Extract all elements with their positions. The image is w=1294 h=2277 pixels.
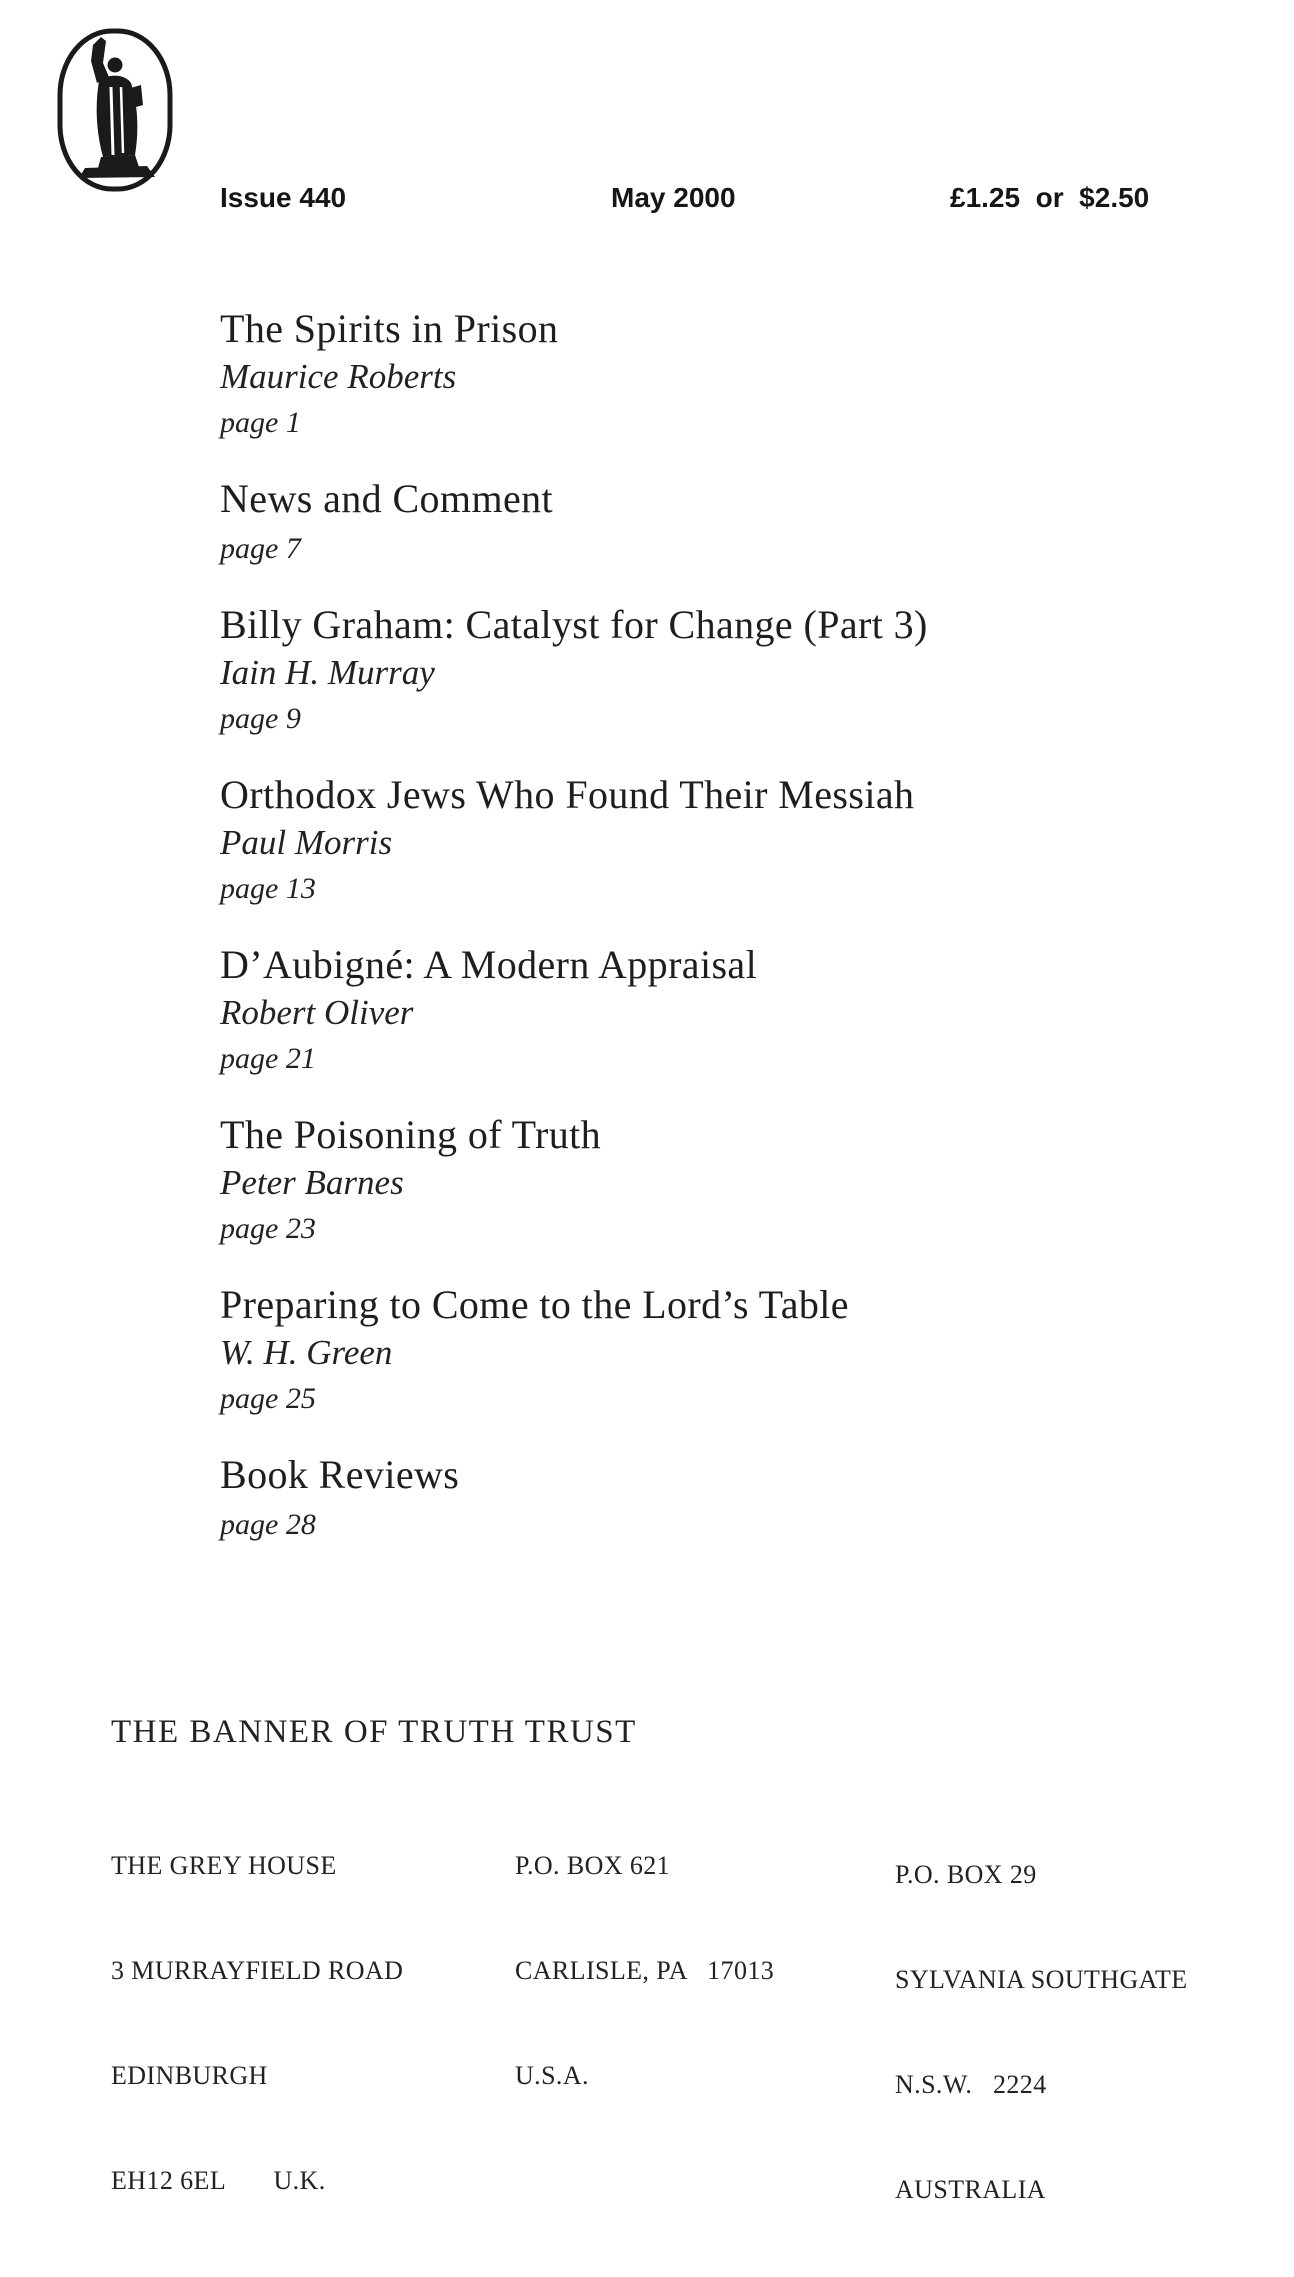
article-author: Maurice Roberts [220,357,457,396]
article-page: page 25 [220,1382,316,1415]
banner-of-truth-logo [55,26,175,196]
toc-item-billy-graham [220,599,1160,743]
article-author: W. H. Green [220,1333,393,1372]
article-author: Iain H. Murray [220,653,435,692]
article-page: page 9 [220,702,301,735]
article-page: page 21 [220,1042,316,1075]
address-line: EH12 6EL U.K. [111,2166,326,2195]
address-line: 3 MURRAYFIELD ROAD [111,1956,404,1985]
toc-item-daubigne [220,939,1160,1083]
article-title: Preparing to Come to the Lord’s Table [220,1282,849,1327]
publisher-addresses [111,1778,1231,2204]
article-title: The Poisoning of Truth [220,1112,602,1157]
article-title: The Spirits in Prison [220,306,559,351]
article-page: page 7 [220,532,301,565]
issue-price: £1.25 or $2.50 [950,182,1150,213]
article-title: Orthodox Jews Who Found Their Messiah [220,772,915,817]
article-page: page 28 [220,1508,316,1541]
address-line: SYLVANIA SOUTHGATE [895,1965,1188,1994]
address-usa [515,1778,774,2163]
toc-item-spirits-in-prison [220,303,1160,447]
article-author: Peter Barnes [220,1163,404,1202]
article-page: page 23 [220,1212,316,1245]
toc-item-lords-table [220,1279,1160,1423]
address-line: THE GREY HOUSE [111,1851,337,1880]
publisher-name: THE BANNER OF TRUTH TRUST [111,1714,637,1750]
address-line: AUSTRALIA [895,2175,1046,2204]
article-title: Book Reviews [220,1452,460,1497]
address-line: P.O. BOX 621 [515,1851,671,1880]
article-page: page 13 [220,872,316,905]
article-title: News and Comment [220,476,554,521]
table-of-contents [220,303,1160,1575]
issue-date: May 2000 [611,182,736,213]
address-line: U.S.A. [515,2061,589,2090]
address-line: CARLISLE, PA 17013 [515,1956,775,1985]
issue-number: Issue 440 [220,182,347,213]
address-uk [111,1778,403,2268]
article-author: Robert Oliver [220,993,414,1032]
publisher-footer [111,1714,1231,2204]
toc-item-poisoning-of-truth [220,1109,1160,1253]
toc-item-book-reviews [220,1449,1160,1549]
address-line: N.S.W. 2224 [895,2070,1047,2099]
toc-item-orthodox-jews [220,769,1160,913]
herald-figure-icon [55,26,175,196]
toc-item-news-and-comment [220,473,1160,573]
article-title: D’Aubigné: A Modern Appraisal [220,942,758,987]
article-author: Paul Morris [220,823,393,862]
address-line: EDINBURGH [111,2061,268,2090]
article-page: page 1 [220,406,301,439]
address-line: P.O. BOX 29 [895,1860,1037,1889]
address-australia [895,1787,1188,2277]
article-title: Billy Graham: Catalyst for Change (Part 3) [220,602,928,647]
